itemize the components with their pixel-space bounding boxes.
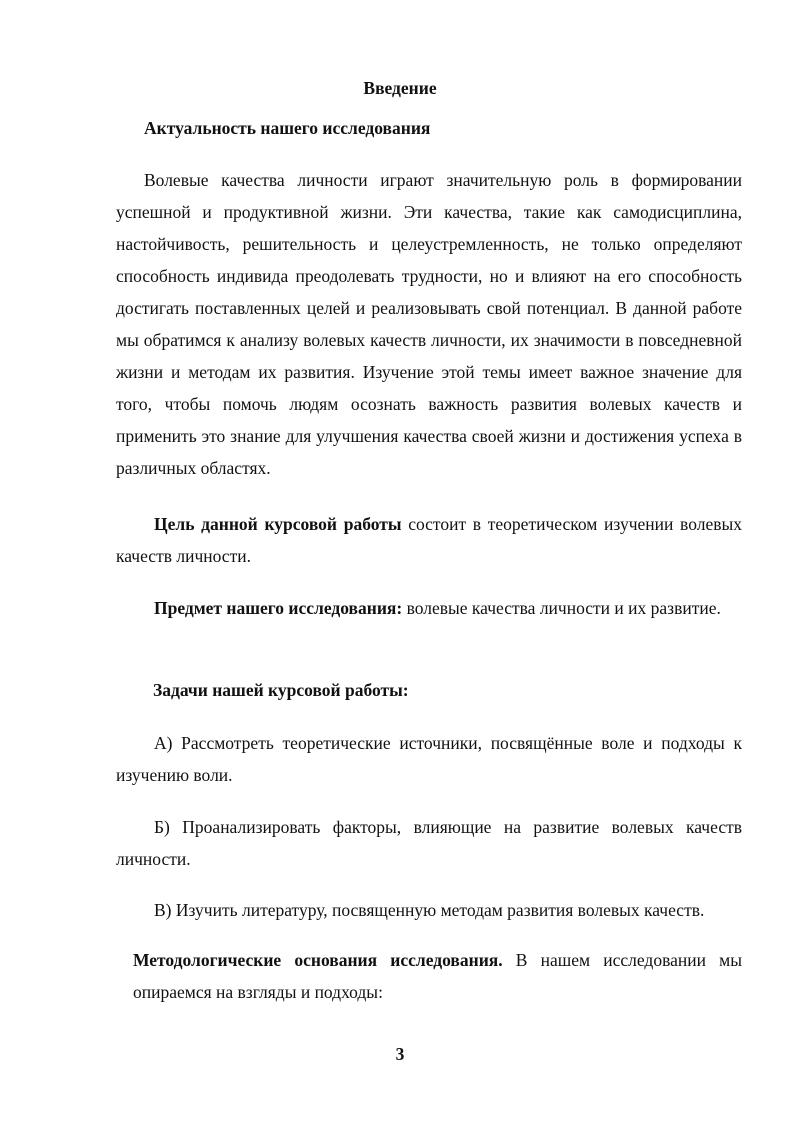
relevance-paragraph: Волевые качества личности играют значительную роль в формировании успешной и продуктивной жизни. Эти качества, такие как самодисциплина, настойчивость, решительность и целеустремленность, не только определяют способность индивида преодолевать трудности, но и влияют на его способность достигать поставленных целей и реализовывать свой потенциал. В данной работе мы обратимся к анализу волевых качеств личности, их значимости в повседневной жизни и методам их развития. Изучение этой темы имеет важное значение для того, чтобы помочь людям осознать важность развития волевых качеств и применить это знание для улучшения качества своей жизни и достижения успеха в различных областях. bbox=[116, 170, 742, 478]
methodology-paragraph bbox=[133, 944, 742, 1008]
task-item-c: В) Изучить литературу, посвященную методам развития волевых качеств. bbox=[154, 900, 705, 920]
subject-text: волевые качества личности и их развитие. bbox=[402, 598, 721, 618]
tasks-heading: Задачи нашей курсовой работы: bbox=[153, 680, 409, 700]
task-item-b: Б) Проанализировать факторы, влияющие на развитие волевых качеств личности. bbox=[116, 817, 742, 869]
methodology-label: Методологические основания исследования. bbox=[133, 950, 503, 970]
relevance-heading: Актуальность нашего исследования bbox=[144, 118, 431, 138]
task-item-a: А) Рассмотреть теоретические источники, посвящённые воле и подходы к изучению воли. bbox=[116, 733, 742, 785]
goal-label: Цель данной курсовой работы bbox=[154, 514, 402, 534]
subject-label: Предмет нашего исследования: bbox=[154, 598, 403, 618]
goal-text: состоит в теоретическом изучении волевых качеств личности. bbox=[116, 514, 742, 566]
goal-paragraph bbox=[116, 508, 742, 572]
methodology-text: В нашем исследовании мы опираемся на взгляды и подходы: bbox=[133, 950, 742, 1002]
subject-paragraph bbox=[116, 592, 742, 624]
page-number: 3 bbox=[395, 1044, 405, 1064]
page-title: Введение bbox=[363, 78, 437, 98]
